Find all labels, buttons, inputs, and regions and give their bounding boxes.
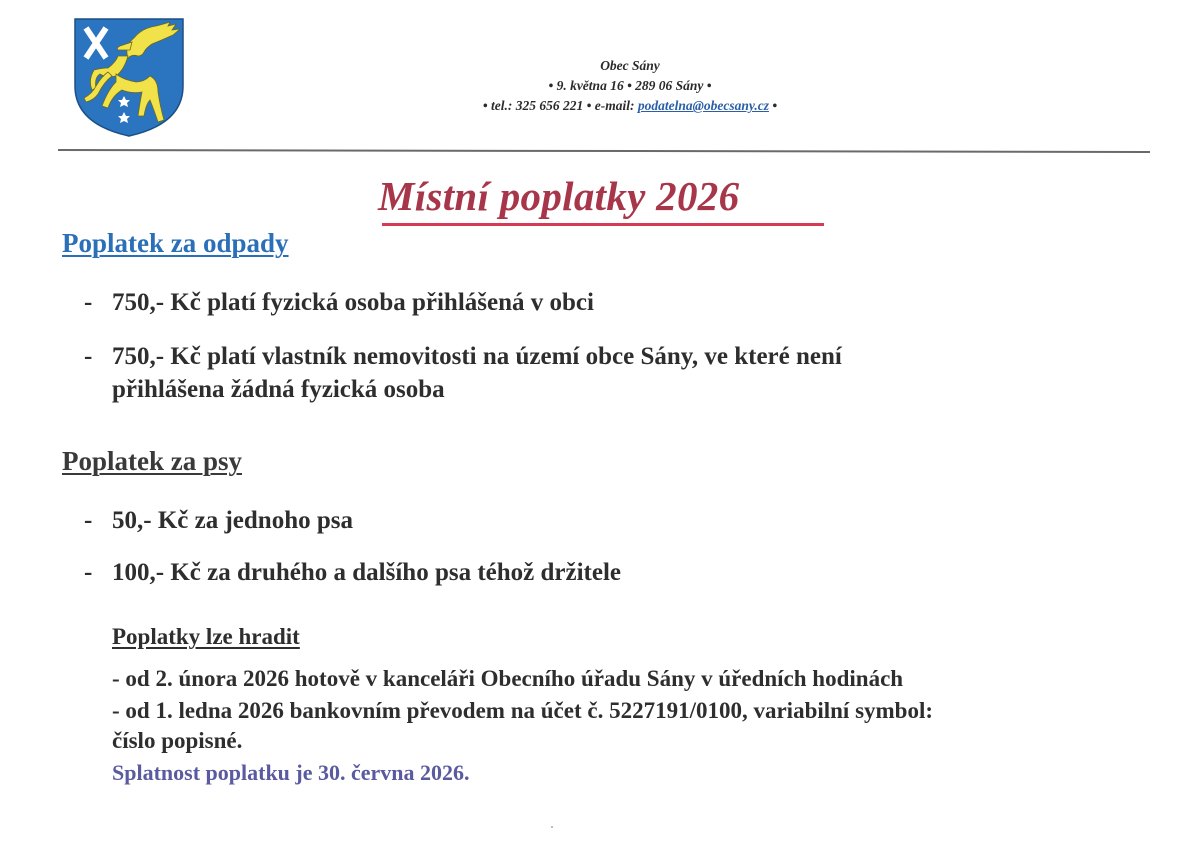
municipality-header [430,56,830,116]
list-dash: - [84,559,93,586]
list-dash: - [84,289,93,316]
waste-fee-item [84,286,594,319]
payment-line: - od 1. ledna 2026 bankovním převodem na účet č. 5227191/0100, variabilní symbol: [112,698,934,723]
list-dash: - [84,343,93,370]
waste-fee-text-continuation: přihlášena žádná fyzická osoba [112,376,445,403]
coat-of-arms-icon [72,16,186,138]
section-heading-waste: Poplatek za odpady [62,228,289,258]
dog-fee-item [84,504,353,537]
header-divider [58,149,1150,153]
payment-line: - od 2. února 2026 hotově v kanceláři Obecního úřadu Sány v úředních hodinách [112,666,904,691]
municipality-contact [430,96,830,116]
title-underline [382,223,824,226]
dog-fee-text: 100,- Kč za druhého a dalšího psa téhož držitele [112,559,622,586]
section-heading-dogs: Poplatek za psy [62,446,243,476]
page-title: Místní poplatky 2026 [378,173,740,219]
contact-phone: • tel.: 325 656 221 • e-mail: [482,98,638,113]
payment-heading: Poplatky lze hradit [112,624,300,649]
list-dash: - [84,507,93,534]
waste-fee-item [84,340,842,406]
waste-fee-text: 750,- Kč platí fyzická osoba přihlášená v obci [112,289,594,316]
contact-suffix: • [768,98,778,113]
municipality-address: • 9. května 16 • 289 06 Sány • [548,78,712,93]
dog-fee-item [84,556,621,589]
municipality-name: Obec Sány [600,58,660,73]
email-link[interactable]: podatelna@obecsany.cz [637,98,769,113]
scan-speck [551,826,553,828]
payment-line: číslo popisné. [112,728,243,753]
waste-fee-text: 750,- Kč platí vlastník nemovitosti na území obce Sány, ve které není [112,343,842,370]
due-date-note: Splatnost poplatku je 30. června 2026. [112,760,470,785]
dog-fee-text: 50,- Kč za jednoho psa [112,507,353,534]
